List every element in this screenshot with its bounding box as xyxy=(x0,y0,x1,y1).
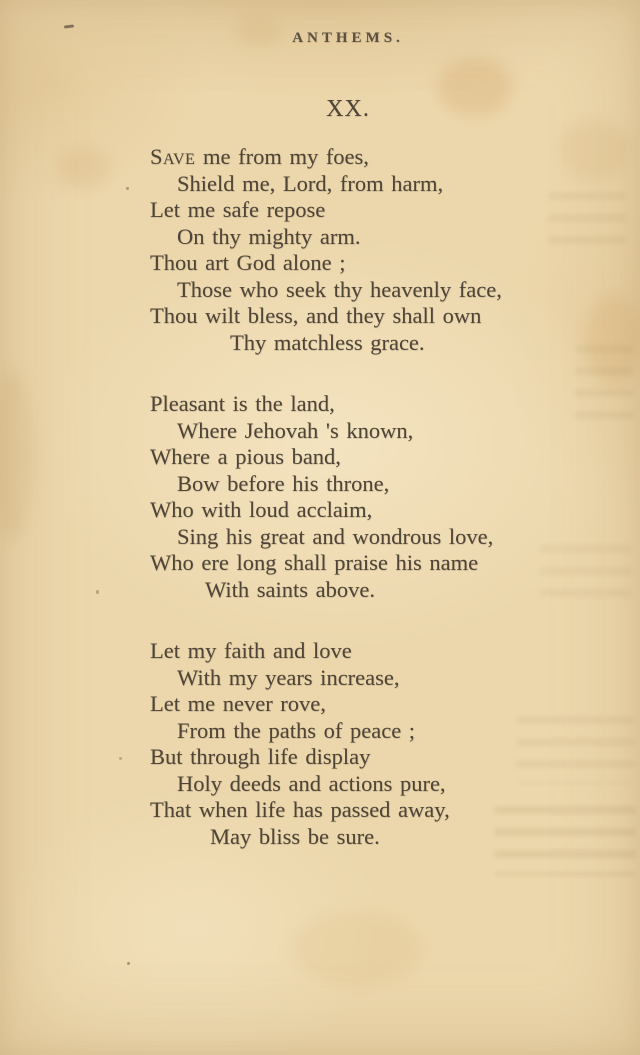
ink-speck xyxy=(96,590,99,594)
poem-line: Thou wilt bless, and they shall own xyxy=(150,303,482,328)
ink-speck xyxy=(126,187,129,190)
foxing-stain xyxy=(585,295,640,385)
poem-line: Thy matchless grace. xyxy=(230,329,425,355)
poem-line: Pleasant is the land, xyxy=(150,391,335,416)
poem-line: Let me never rove, xyxy=(150,691,326,716)
foxing-stain xyxy=(0,370,34,540)
ink-mark xyxy=(64,24,74,28)
poem-line: On thy mighty arm. xyxy=(177,223,361,249)
poem-line: Those who seek thy heavenly face, xyxy=(177,276,502,302)
stanza xyxy=(150,638,580,850)
poem-line: Save me from my foes, xyxy=(150,144,369,169)
poem-line: Sing his great and wondrous love, xyxy=(177,523,494,549)
stanza xyxy=(150,391,580,603)
ink-speck xyxy=(127,962,130,965)
smallcaps-word: Save xyxy=(150,144,196,169)
poem-line: Let my faith and love xyxy=(150,638,352,663)
poem-line: Bow before his throne, xyxy=(177,470,390,496)
poem-line: Who ere long shall praise his name xyxy=(150,550,479,575)
ink-speck xyxy=(119,757,122,760)
poem-line: With my years increase, xyxy=(177,664,400,690)
poem-line: Shield me, Lord, from harm, xyxy=(177,170,444,196)
running-header: ANTHEMS. xyxy=(292,30,404,46)
foxing-stain xyxy=(292,912,422,986)
stanza xyxy=(150,144,580,356)
foxing-stain xyxy=(58,148,110,188)
poem-line: Holy deeds and actions pure, xyxy=(177,770,446,796)
poem xyxy=(150,144,580,885)
poem-line: But through life display xyxy=(150,744,371,769)
poem-line: Thou art God alone ; xyxy=(150,250,346,275)
section-number: XX. xyxy=(326,96,370,122)
poem-line: Who with loud acclaim, xyxy=(150,497,373,522)
poem-line: That when life has passed away, xyxy=(150,797,450,822)
poem-line: May bliss be sure. xyxy=(210,823,380,849)
poem-line: From the paths of peace ; xyxy=(177,717,416,743)
bleed-through-text xyxy=(575,345,633,433)
poem-line: Let me safe repose xyxy=(150,197,326,222)
poem-line: Where a pious band, xyxy=(150,444,341,469)
poem-line: Where Jehovah 's known, xyxy=(177,417,414,443)
poem-line: With saints above. xyxy=(205,576,375,602)
